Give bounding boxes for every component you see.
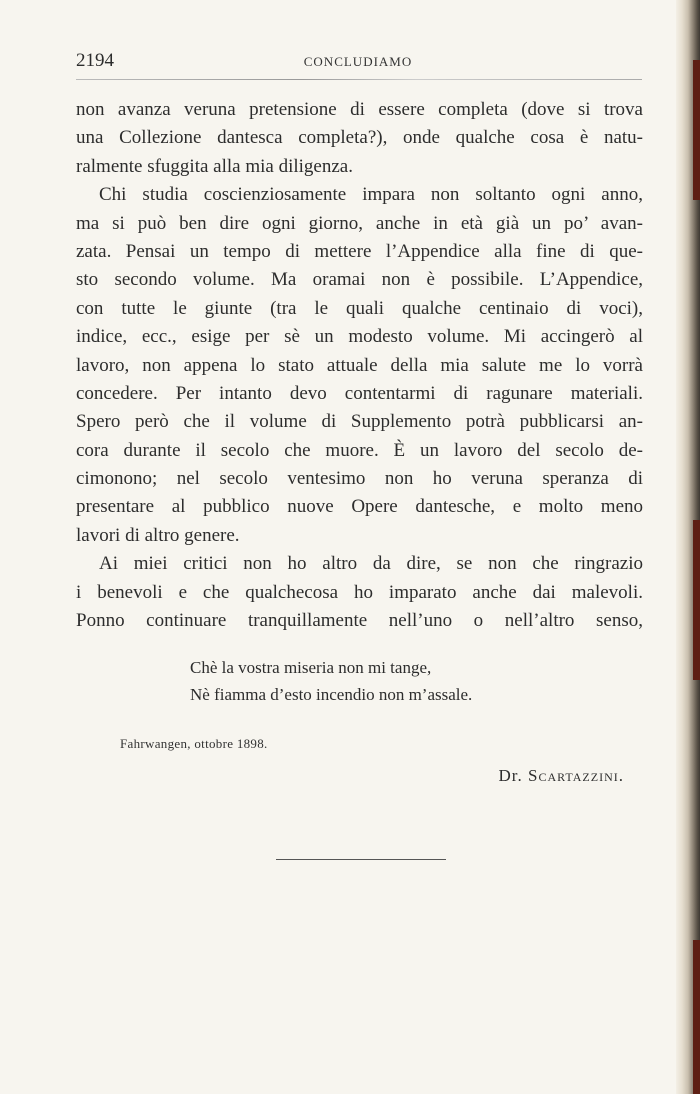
verse-line: Nè fiamma d’esto incendio non m’assale.: [190, 685, 473, 704]
verse-quote: [190, 654, 550, 708]
end-rule: [276, 859, 446, 860]
text-line: lavoro, non appena lo stato attuale della mia salute me lo vorrà: [76, 354, 643, 376]
text-line: indice, ecc., esige per sè un modesto volume. Mi accingerò al: [76, 326, 643, 348]
verse-line: Chè la vostra miseria non mi tange,: [190, 658, 432, 677]
text-line: i benevoli e che qualchecosa ho imparato anche dai malevoli.: [76, 581, 643, 603]
text-line: cimonono; nel secolo ventesimo non ho veruna speranza di: [76, 468, 643, 490]
page-number: 2194: [76, 50, 114, 71]
text-line: lavori di altro genere.: [76, 524, 240, 546]
text-line: con tutte le giunte (tra le quali qualche centinaio di voci),: [76, 297, 643, 319]
spine-mark: [693, 520, 700, 680]
text-line: Chi studia coscienziosamente impara non soltanto ogni anno,: [99, 184, 643, 206]
text-line: cora durante il secolo che muore. È un lavoro del secolo de-: [76, 439, 643, 461]
text-line: zata. Pensai un tempo di mettere l’Appendice alla fine di que-: [76, 240, 643, 262]
text-line: ralmente sfuggita alla mia diligenza.: [76, 155, 353, 177]
signature-prefix: Dr.: [498, 766, 523, 785]
dateline: Fahrwangen, ottobre 1898.: [120, 736, 268, 751]
header-rule: [76, 79, 642, 80]
page-header: [76, 50, 640, 78]
spine-mark: [693, 60, 700, 200]
signature: [498, 766, 624, 786]
text-line: Ai miei critici non ho altro da dire, se non che ringrazio: [99, 553, 643, 575]
text-line: Spero però che il volume di Supplemento potrà pubblicarsi an-: [76, 411, 643, 433]
text-line: non avanza veruna pretensione di essere completa (dove si trova: [76, 99, 643, 120]
text-line: una Collezione dantesca completa?), onde qualche cosa è natu-: [76, 127, 643, 149]
body-text: [76, 96, 643, 635]
text-line: concedere. Per intanto devo contentarmi di ragunare materiali.: [76, 382, 643, 404]
text-line: Ponno continuare tranquillamente nell’uno o nell’altro senso,: [76, 610, 643, 632]
signature-name: Scartazzini.: [527, 766, 624, 785]
text-line: presentare al pubblico nuove Opere dantesche, e molto meno: [76, 496, 643, 518]
text-line: ma si può ben dire ogni giorno, anche in età già un po’ avan-: [76, 212, 643, 234]
spine-mark: [693, 940, 700, 1094]
running-title: CONCLUDIAMO: [303, 54, 413, 69]
book-spine-edge: [676, 0, 700, 1094]
text-line: sto secondo volume. Ma oramai non è possibile. L’Appendice,: [76, 269, 643, 291]
